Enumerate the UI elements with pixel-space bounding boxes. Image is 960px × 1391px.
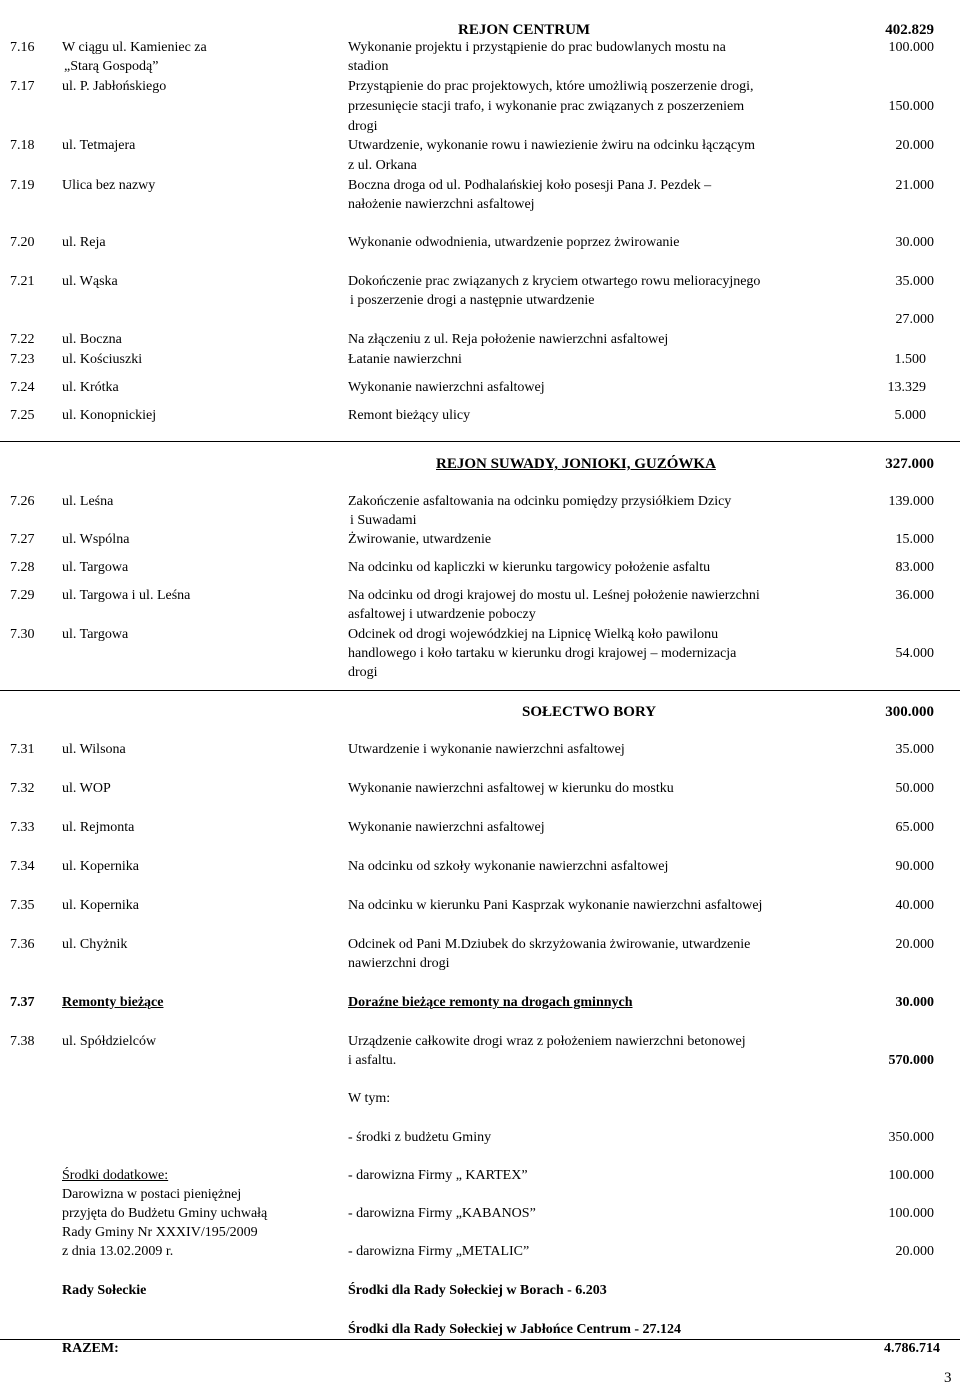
row-description: Wykonanie nawierzchni asfaltowej: [348, 380, 545, 395]
row-street: ul. Kopernika: [62, 898, 139, 913]
row-amount: 13.329: [887, 380, 926, 395]
region-suwady-total: 327.000: [885, 456, 934, 472]
page-number: 3: [944, 1370, 952, 1386]
row-number: 7.27: [10, 532, 35, 547]
row-description: Urządzenie całkowite drogi wraz z położeniem nawierzchni betonowej: [348, 1034, 746, 1049]
row-amount: 36.000: [895, 588, 934, 603]
funding-budget-amount: 350.000: [888, 1130, 934, 1145]
row-description: Na odcinku od drogi krajowej do mostu ul. Leśnej położenie nawierzchni: [348, 588, 760, 603]
row-description: Wykonanie nawierzchni asfaltowej w kierunku do mostku: [348, 781, 674, 796]
row-description: Na odcinku od kapliczki w kierunku targowicy położenie asfaltu: [348, 560, 711, 575]
row-description: Odcinek od Pani M.Dziubek do skrzyżowania żwirowanie, utwardzenie: [348, 937, 751, 952]
rada-borach-funds: Środki dla Rady Sołeckiej w Borach - 6.203: [348, 1283, 607, 1298]
row-number: 7.35: [10, 898, 35, 913]
additional-funds-title: Środki dodatkowe:: [62, 1168, 169, 1183]
row-description: Żwirowanie, utwardzenie: [348, 532, 492, 547]
row-description-cont: i asfaltu.: [348, 1053, 397, 1068]
row-street: ul. Wilsona: [62, 742, 126, 757]
row-amount: 20.000: [895, 138, 934, 153]
row-description: Na złączeniu z ul. Reja położenie nawierzchni asfaltowej: [348, 332, 669, 347]
row-description-cont: i poszerzenie drogi a następnie utwardzenie: [350, 293, 595, 308]
funding-kabanos-amount: 100.000: [888, 1206, 934, 1221]
funding-metalic-label: - darowizna Firmy „METALIC”: [348, 1244, 530, 1259]
row-number: 7.22: [10, 332, 35, 347]
row-amount: 21.000: [895, 178, 934, 193]
additional-funds-line: Rady Gminy Nr XXXIV/195/2009: [62, 1225, 258, 1240]
row-number: 7.33: [10, 820, 35, 835]
row-description: Na odcinku od szkoły wykonanie nawierzchni asfaltowej: [348, 859, 669, 874]
row-number: 7.32: [10, 781, 35, 796]
row-number: 7.34: [10, 859, 35, 874]
row-amount: 35.000: [895, 742, 934, 757]
row-amount: 1.500: [894, 352, 926, 367]
row-description: Dokończenie prac związanych z kryciem otwartego rowu melioracyjnego: [348, 274, 761, 289]
row-street: ul. Kopernika: [62, 859, 139, 874]
row-street: ul. Krótka: [62, 380, 119, 395]
row-amount: 35.000: [895, 274, 934, 289]
row-description-cont: drogi: [348, 119, 378, 134]
row-description: Doraźne bieżące remonty na drogach gminnych: [348, 995, 633, 1010]
row-street: ul. Leśna: [62, 494, 114, 509]
row-number: 7.25: [10, 408, 35, 423]
row-street: ul. Kościuszki: [62, 352, 143, 367]
row-description: Przystąpienie do prac projektowych, które umożliwią poszerzenie drogi,: [348, 79, 754, 94]
row-street: ul. Wspólna: [62, 532, 130, 547]
row-street: Remonty bieżące: [62, 995, 164, 1010]
row-amount: 50.000: [895, 781, 934, 796]
row-street: ul. Targowa: [62, 560, 129, 575]
section-divider: [0, 690, 960, 691]
funding-kartex-amount: 100.000: [888, 1168, 934, 1183]
row-number: 7.38: [10, 1034, 35, 1049]
row-number: 7.23: [10, 352, 35, 367]
row-street: ul. Targowa i ul. Leśna: [62, 588, 191, 603]
row-description-cont: handlowego i koło tartaku w kierunku drogi krajowej – modernizacja: [348, 646, 737, 661]
row-number: 7.17: [10, 79, 35, 94]
section-divider: [0, 441, 960, 442]
row-amount: 83.000: [895, 560, 934, 575]
region-bory-title: SOŁECTWO BORY: [522, 704, 657, 720]
row-number: 7.37: [10, 995, 35, 1010]
row-description-cont: asfaltowej i utwardzenie poboczy: [348, 607, 536, 622]
row-description-cont: i Suwadami: [350, 513, 417, 528]
row-description-cont: drogi: [348, 665, 378, 680]
row-description: Odcinek od drogi wojewódzkiej na Lipnicę Wielką koło pawilonu: [348, 627, 719, 642]
rady-soleckie-label: Rady Sołeckie: [62, 1283, 147, 1298]
row-street: ul. Chyżnik: [62, 937, 128, 952]
row-number: 7.36: [10, 937, 35, 952]
row-amount: 40.000: [895, 898, 934, 913]
row-street: ul. Spółdzielców: [62, 1034, 157, 1049]
row-amount: 20.000: [895, 937, 934, 952]
region-bory-total: 300.000: [885, 704, 934, 720]
funding-kabanos-label: - darowizna Firmy „KABANOS”: [348, 1206, 536, 1221]
row-amount: 65.000: [895, 820, 934, 835]
row-street: ul. Reja: [62, 235, 106, 250]
row-description: Boczna droga od ul. Podhalańskiej koło posesji Pana J. Pezdek –: [348, 178, 712, 193]
row-street: ul. Wąska: [62, 274, 118, 289]
funding-budget-label: - środki z budżetu Gminy: [348, 1130, 492, 1145]
row-description: Zakończenie asfaltowania na odcinku pomiędzy przysiółkiem Dzicy: [348, 494, 732, 509]
row-street-cont: „Starą Gospodą”: [64, 59, 159, 74]
row-number: 7.20: [10, 235, 35, 250]
funding-kartex-label: - darowizna Firmy „ KARTEX”: [348, 1168, 528, 1183]
region-suwady-title: REJON SUWADY, JONIOKI, GUZÓWKA: [436, 456, 716, 472]
total-amount: 4.786.714: [884, 1341, 940, 1356]
row-description: Łatanie nawierzchni: [348, 352, 462, 367]
row-number: 7.26: [10, 494, 35, 509]
row-amount: 30.000: [895, 995, 934, 1010]
row-number: 7.18: [10, 138, 35, 153]
row-amount: 5.000: [894, 408, 926, 423]
row-description: Wykonanie nawierzchni asfaltowej: [348, 820, 545, 835]
row-description-cont: przesunięcie stacji trafo, i wykonanie prac związanych z poszerzeniem: [348, 99, 745, 114]
row-amount: 30.000: [895, 235, 934, 250]
total-label: RAZEM:: [62, 1341, 119, 1356]
row-number: 7.24: [10, 380, 35, 395]
region-centrum-title: REJON CENTRUM: [458, 22, 591, 38]
row-street: ul. WOP: [62, 781, 111, 796]
additional-funds-line: z dnia 13.02.2009 r.: [62, 1244, 174, 1259]
row-description: Na odcinku w kierunku Pani Kasprzak wykonanie nawierzchni asfaltowej: [348, 898, 763, 913]
additional-funds-line: przyjęta do Budżetu Gminy uchwałą: [62, 1206, 268, 1221]
funding-metalic-amount: 20.000: [895, 1244, 934, 1259]
row-amount: 100.000: [888, 40, 934, 55]
row-description: Wykonanie projektu i przystąpienie do prac budowlanych mostu na: [348, 40, 726, 55]
row-street: W ciągu ul. Kamieniec za: [62, 40, 207, 55]
row-street: ul. P. Jabłońskiego: [62, 79, 167, 94]
row-street: ul. Targowa: [62, 627, 129, 642]
total-divider: [0, 1339, 960, 1340]
row-number: 7.28: [10, 560, 35, 575]
row-amount: 570.000: [888, 1053, 934, 1068]
row-number: 7.21: [10, 274, 35, 289]
row-street: ul. Boczna: [62, 332, 122, 347]
row-description-cont: nawierzchni drogi: [348, 956, 450, 971]
row-description-cont: z ul. Orkana: [348, 158, 417, 173]
row-description-cont: nałożenie nawierzchni asfaltowej: [348, 197, 535, 212]
w-tym-label: W tym:: [348, 1091, 391, 1106]
row-amount: 139.000: [888, 494, 934, 509]
row-description: Remont bieżący ulicy: [348, 408, 471, 423]
row-number: 7.31: [10, 742, 35, 757]
row-number: 7.29: [10, 588, 35, 603]
additional-funds-line: Darowizna w postaci pieniężnej: [62, 1187, 242, 1202]
row-number: 7.19: [10, 178, 35, 193]
row-number: 7.30: [10, 627, 35, 642]
row-street: ul. Konopnickiej: [62, 408, 157, 423]
row-street: ul. Tetmajera: [62, 138, 136, 153]
row-description: Utwardzenie i wykonanie nawierzchni asfaltowej: [348, 742, 625, 757]
row-amount: 27.000: [895, 312, 934, 327]
row-street: Ulica bez nazwy: [62, 178, 156, 193]
row-description: Utwardzenie, wykonanie rowu i nawiezienie żwiru na odcinku łączącym: [348, 138, 755, 153]
row-description-cont: stadion: [348, 59, 389, 74]
row-number: 7.16: [10, 40, 35, 55]
row-description: Wykonanie odwodnienia, utwardzenie poprzez żwirowanie: [348, 235, 680, 250]
row-amount: 90.000: [895, 859, 934, 874]
row-amount: 54.000: [895, 646, 934, 661]
row-amount: 15.000: [895, 532, 934, 547]
row-street: ul. Rejmonta: [62, 820, 135, 835]
rada-jablonce-funds: Środki dla Rady Sołeckiej w Jabłońce Centrum - 27.124: [348, 1322, 682, 1337]
region-centrum-total: 402.829: [885, 22, 934, 38]
row-amount: 150.000: [888, 99, 934, 114]
